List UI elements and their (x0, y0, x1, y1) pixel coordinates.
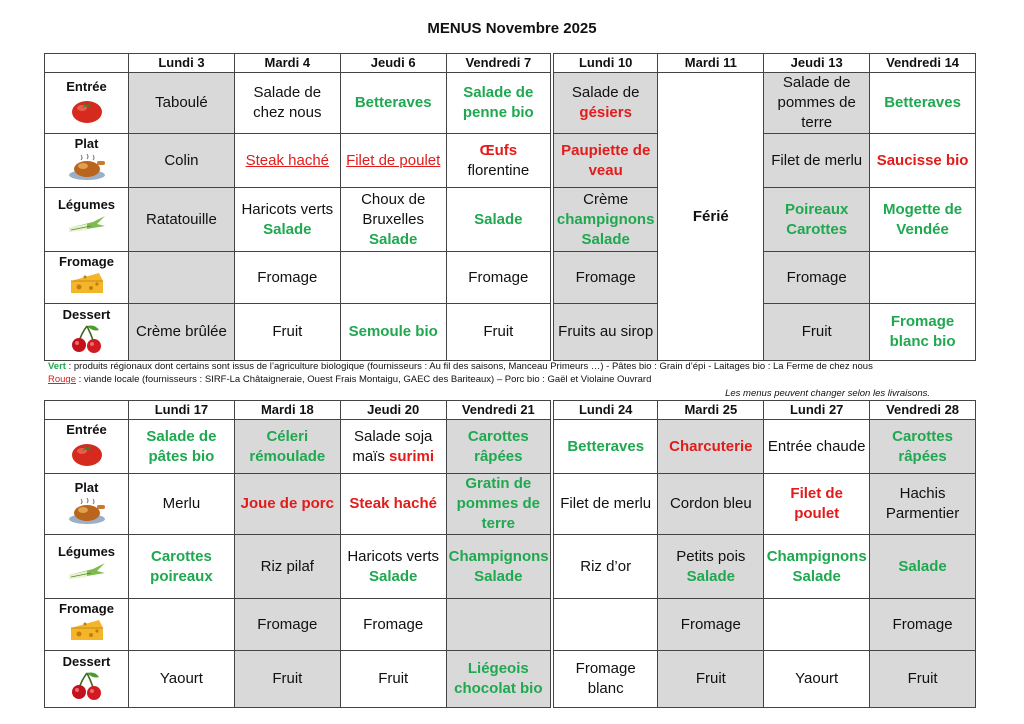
category-label: Entrée (66, 78, 107, 94)
menu-item-text: Fromage (257, 615, 318, 633)
menu-row (45, 188, 976, 252)
category-cell (45, 134, 129, 188)
menu-item-text: Crème brûlée (136, 323, 227, 340)
menu-item-text: Poireaux Carottes (785, 200, 849, 238)
roast-chicken-icon (47, 153, 126, 187)
tomato-icon (47, 96, 126, 130)
menu-cell (870, 535, 976, 599)
category-cell (45, 420, 129, 474)
menu-cell (446, 304, 552, 361)
menu-item-text: Cordon bleu (669, 495, 752, 512)
menu-item-text: Fruit (907, 670, 938, 687)
category-cell (45, 73, 129, 134)
menu-cell (446, 252, 552, 304)
category-label: Fromage (59, 254, 114, 269)
day-header: Mardi 25 (658, 401, 764, 420)
menu-cell (234, 134, 340, 188)
menu-cell (446, 651, 552, 708)
category-cell (45, 474, 129, 535)
category-cell (45, 252, 129, 304)
menu-item-text: Filet de merlu (771, 151, 863, 169)
menu-item-text: Ratatouille (145, 210, 217, 228)
header-row (45, 401, 976, 420)
day-header: Vendredi 7 (446, 54, 552, 73)
menu-cell (764, 474, 870, 535)
menu-cell (129, 304, 235, 361)
menu-item-text: Céleri rémoulade (249, 427, 326, 465)
menu-item-text: Riz d’or (580, 557, 632, 575)
menu-cell (340, 304, 446, 361)
menu-item-text: Taboulé (155, 94, 208, 111)
legend-red-text: : viande locale (fournisseurs : SIRF-La Châtaigneraie, Ouest Frais Montaigu, GAEC des Bariteaux) – Porc bio : Gaël et Violaine Ouvrard (76, 374, 652, 385)
menu-item-text: Betteraves (567, 437, 645, 455)
category-label: Dessert (62, 306, 111, 322)
menu-cell (340, 420, 446, 474)
menu-cell (870, 304, 976, 361)
category-label: Plat (74, 479, 99, 495)
menu-item-text: Carottes râpées (892, 427, 953, 465)
menu-cell (340, 188, 446, 252)
legend-green-line (48, 360, 948, 373)
menu-cell (764, 134, 870, 188)
menu-cell (340, 474, 446, 535)
menu-item-text: Carottes poireaux (150, 547, 213, 585)
menu-item-text: Colin (164, 151, 199, 169)
menu-cell (658, 420, 764, 474)
leek-icon (47, 561, 126, 591)
menu-item-text: Haricots verts (241, 200, 334, 218)
menu-cell (552, 599, 658, 651)
menu-item-text: Salade soja maïs (352, 427, 433, 465)
cherries-icon (47, 671, 126, 707)
menu-item-text: Fromage (892, 615, 953, 633)
cherries-icon (47, 324, 126, 360)
menu-item-text: Fruits au sirop (558, 323, 654, 340)
menu-cell (129, 474, 235, 535)
menu-item-text: Salade (369, 567, 418, 585)
menu-cell (870, 134, 976, 188)
menu-cell (129, 599, 235, 651)
menu-cell (234, 599, 340, 651)
category-cell (45, 304, 129, 361)
menu-row (45, 304, 976, 361)
day-header: Lundi 17 (129, 401, 235, 420)
menu-cell (234, 304, 340, 361)
menu-item-text: Salade (474, 210, 523, 228)
menu-cell (552, 188, 658, 252)
menu-item-text: Salade (369, 230, 418, 248)
menu-item-text: Salade (263, 220, 312, 238)
menu-item-text: Fruit (378, 670, 409, 687)
menu-item-text: Filet de merlu (560, 495, 652, 512)
menu-row (45, 474, 976, 535)
day-header: Mardi 4 (234, 54, 340, 73)
menu-cell (446, 134, 552, 188)
menu-item-text: Filet de poulet (346, 151, 441, 169)
menu-item-text: Mogette de Vendée (882, 200, 963, 238)
menu-cell (552, 304, 658, 361)
menu-cell (234, 474, 340, 535)
menu-cell (870, 420, 976, 474)
menu-row (45, 535, 976, 599)
menu-cell (234, 73, 340, 134)
category-cell (45, 599, 129, 651)
legend-green-label: Vert (48, 361, 66, 372)
menu-cell (340, 134, 446, 188)
menu-item-text: Saucisse bio (876, 151, 969, 169)
day-header: Jeudi 6 (340, 54, 446, 73)
menu-cell (552, 474, 658, 535)
day-header: Jeudi 20 (340, 401, 446, 420)
menu-item-text: Salade (898, 557, 947, 575)
menu-row (45, 73, 976, 134)
menu-cell (764, 73, 870, 134)
menu-cell (340, 651, 446, 708)
menu-item-text: Haricots verts (347, 547, 440, 565)
menu-item-text: Œufs (479, 141, 518, 159)
menu-cell (552, 134, 658, 188)
holiday-cell: Férié (658, 73, 764, 361)
menu-cell (446, 474, 552, 535)
menu-cell (446, 188, 552, 252)
day-header: Jeudi 13 (764, 54, 870, 73)
menu-item-text: Riz pilaf (260, 557, 314, 575)
menu-row (45, 420, 976, 474)
menu-item-text: champignons Salade (556, 210, 655, 248)
category-label: Entrée (66, 422, 107, 437)
menu-cell (552, 535, 658, 599)
menu-item-text: gésiers (579, 104, 632, 121)
day-header: Mardi 18 (234, 401, 340, 420)
menu-cell (870, 651, 976, 708)
menu-item-text: Betteraves (354, 94, 432, 111)
menu-cell (129, 73, 235, 134)
menu-cell (129, 252, 235, 304)
menu-item-text: Carottes râpées (467, 427, 529, 465)
menu-cell (870, 474, 976, 535)
category-cell (45, 535, 129, 599)
day-header: Mardi 11 (658, 54, 764, 73)
category-label: Fromage (59, 601, 114, 616)
menu-cell (340, 252, 446, 304)
menu-item-text: Semoule bio (348, 323, 438, 340)
menu-cell (764, 535, 870, 599)
menu-cell (764, 599, 870, 651)
menu-item-text: Salade de chez nous (253, 84, 322, 121)
category-label: Légumes (57, 197, 116, 212)
menu-item-text: Salade de (571, 84, 640, 101)
menu-item-text: Champignons Salade (766, 547, 867, 585)
day-header: Lundi 27 (764, 401, 870, 420)
menu-cell (870, 73, 976, 134)
menu-row (45, 134, 976, 188)
roast-chicken-icon (47, 497, 126, 531)
menu-item-text: Fromage (363, 615, 424, 633)
menu-cell (446, 599, 552, 651)
menu-item-text: Joue de porc (240, 495, 334, 512)
menu-item-text: Gratin de pommes de terre (456, 475, 540, 532)
day-header: Vendredi 28 (870, 401, 976, 420)
menu-item-text: Fruit (272, 323, 303, 340)
menu-item-text: Crème (583, 190, 629, 208)
day-header: Lundi 10 (552, 54, 658, 73)
header-corner (45, 54, 129, 73)
category-label: Légumes (57, 544, 116, 559)
menu-item-text: Steak haché (245, 151, 330, 169)
legend-red-line (48, 373, 948, 386)
menu-item-text: Salade (686, 567, 735, 585)
menu-item-text: Fromage (680, 615, 741, 633)
menu-cell (764, 420, 870, 474)
menu-item-text: Fromage (786, 268, 847, 286)
menu-cell (552, 73, 658, 134)
menu-cell (764, 304, 870, 361)
menu-cell (129, 651, 235, 708)
menu-cell (234, 535, 340, 599)
leek-icon (47, 214, 126, 244)
menu-item-text: Yaourt (795, 670, 839, 687)
menu-cell (764, 252, 870, 304)
menu-cell (129, 188, 235, 252)
menu-cell (234, 651, 340, 708)
menu-item-text: Fruit (801, 323, 832, 340)
menu-cell (552, 252, 658, 304)
menu-cell (658, 535, 764, 599)
menu-item-text: Paupiette de veau (561, 141, 651, 179)
menu-item-text: Hachis Parmentier (885, 485, 960, 522)
category-cell (45, 651, 129, 708)
menu-cell (129, 535, 235, 599)
menu-cell (658, 599, 764, 651)
menu-item-text: Fruit (695, 670, 726, 687)
legend-green-text: : produits régionaux dont certains sont issus de l’agriculture biologique (fournisseurs : Au fil des saisons, Manceau Primeurs …) - Pâtes bio : Grain d’épi - Laitages bio : La Ferme de chez nous (65, 361, 873, 372)
menu-item-text: Fromage (257, 268, 318, 286)
legend (48, 360, 948, 386)
menu-item-text: Betteraves (884, 94, 961, 111)
menu-table-week-2 (44, 400, 976, 708)
menu-item-text: Fromage (468, 268, 529, 286)
menu-cell (446, 420, 552, 474)
menu-row (45, 599, 976, 651)
menu-item-text: Filet de poulet (790, 485, 843, 522)
tomato-icon (47, 439, 126, 473)
menu-item-text: Champignons Salade (448, 547, 549, 585)
menu-cell (764, 188, 870, 252)
menu-item-text: Choux de Bruxelles (361, 190, 426, 228)
menu-item-text: Salade de pommes de terre (777, 74, 856, 131)
day-header: Lundi 24 (552, 401, 658, 420)
menu-item-text: Fruit (272, 670, 303, 687)
menu-cell (658, 474, 764, 535)
menu-table-week-1 (44, 53, 976, 361)
menu-item-text: Entrée chaude (767, 437, 866, 455)
menu-item-text: Salade de penne bio (462, 84, 534, 121)
menu-item-text: Petits pois (676, 547, 746, 565)
menu-item-text: surimi (389, 447, 435, 465)
category-cell (45, 188, 129, 252)
menu-cell (446, 73, 552, 134)
legend-red-label: Rouge (48, 374, 76, 385)
menu-cell (234, 420, 340, 474)
menu-item-text: Merlu (162, 495, 201, 512)
menu-item-text: Charcuterie (669, 437, 753, 455)
menu-row (45, 651, 976, 708)
menu-item-text: Fromage blanc (575, 660, 636, 697)
day-header: Vendredi 14 (870, 54, 976, 73)
menu-cell (129, 134, 235, 188)
menu-cell (764, 651, 870, 708)
menu-item-text: Steak haché (349, 495, 437, 512)
menu-item-text: Yaourt (159, 670, 203, 687)
menu-cell (340, 535, 446, 599)
menu-cell (129, 420, 235, 474)
cheese-icon (47, 618, 126, 650)
day-header: Vendredi 21 (446, 401, 552, 420)
menu-cell (234, 188, 340, 252)
category-label: Plat (74, 136, 99, 151)
cheese-icon (47, 271, 126, 303)
menu-cell (552, 651, 658, 708)
page-title: MENUS Novembre 2025 (427, 20, 597, 37)
menu-cell (234, 252, 340, 304)
menu-cell (870, 188, 976, 252)
menu-item-text: Fromage blanc bio (889, 313, 956, 350)
menu-cell (340, 73, 446, 134)
menu-cell (870, 599, 976, 651)
menu-cell (658, 651, 764, 708)
menu-item-text: Salade de pâtes bio (146, 427, 217, 465)
menu-cell (446, 535, 552, 599)
category-label: Dessert (62, 653, 111, 669)
header-row (45, 54, 976, 73)
menu-cell (552, 420, 658, 474)
menu-row (45, 252, 976, 304)
day-header: Lundi 3 (129, 54, 235, 73)
menu-cell (340, 599, 446, 651)
change-note: Les menus peuvent changer selon les livraisons. (725, 388, 930, 399)
menu-item-text: Liégeois chocolat bio (454, 660, 543, 697)
header-corner (45, 401, 129, 420)
menu-item-text: Fruit (483, 323, 514, 340)
menu-item-text: florentine (467, 161, 530, 179)
menu-item-text: Fromage (575, 268, 636, 286)
menu-cell (870, 252, 976, 304)
